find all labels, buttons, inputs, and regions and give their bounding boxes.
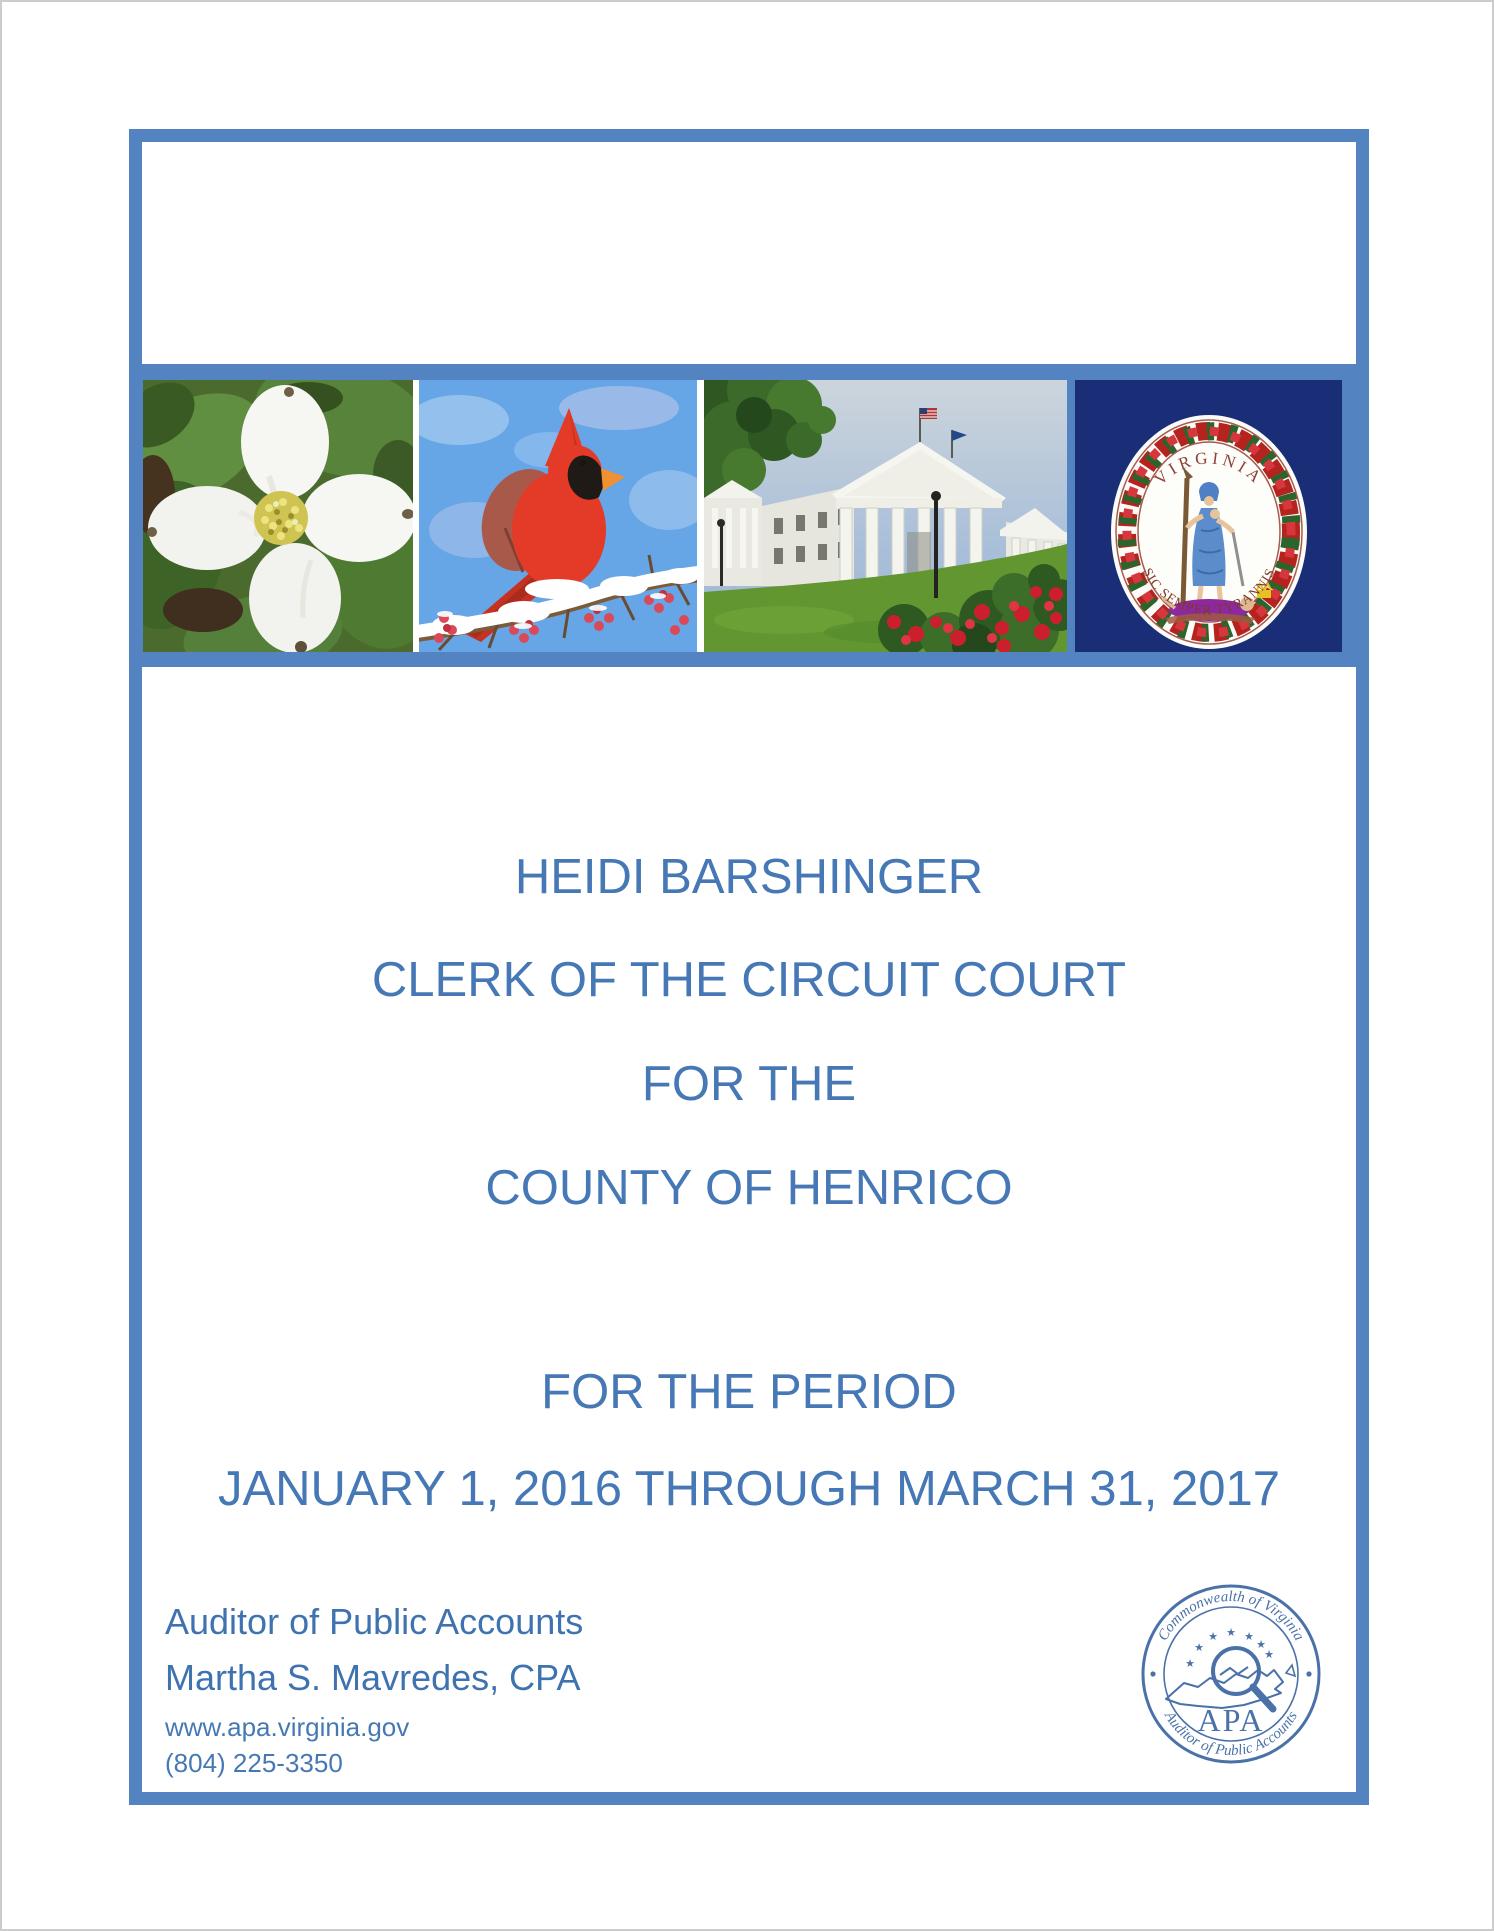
svg-text:★: ★ xyxy=(1194,1641,1204,1654)
virginia-seal-label: VIRGINIA xyxy=(1150,448,1268,489)
svg-text:★: ★ xyxy=(1244,1630,1254,1643)
cardinal-bird-photo xyxy=(419,380,697,652)
svg-text:★: ★ xyxy=(1256,1638,1266,1651)
agency-name: Auditor of Public Accounts xyxy=(165,1601,584,1642)
period-dates: JANUARY 1, 2016 THROUGH MARCH 31, 2017 xyxy=(217,1462,1281,1516)
virginia-state-seal-photo xyxy=(1075,380,1342,652)
apa-logo-bottom-text: Auditor of Public Accounts xyxy=(1161,1708,1301,1760)
apa-logo-top-text: Commonwealth of Virginia xyxy=(1155,1588,1307,1644)
clerk-name-title: HEIDI BARSHINGER xyxy=(514,850,984,904)
agency-website: www.apa.virginia.gov xyxy=(165,1712,410,1742)
dogwood-flower-illustration xyxy=(143,380,413,652)
cardinal-bird-illustration xyxy=(419,380,697,652)
virginia-seal-motto: SIC SEMPER TYRANNIS xyxy=(1140,565,1278,618)
svg-text:★: ★ xyxy=(1185,1657,1195,1670)
apa-seal-illustration xyxy=(1136,1579,1326,1769)
for-the-line: FOR THE xyxy=(641,1057,857,1111)
virginia-state-seal-illustration xyxy=(1075,380,1342,652)
agency-phone: (804) 225-3350 xyxy=(165,1748,343,1778)
apa-acronym: APA xyxy=(1197,1702,1265,1738)
svg-text:★: ★ xyxy=(1208,1630,1218,1643)
auditor-name: Martha S. Mavredes, CPA xyxy=(165,1657,581,1698)
virginia-capitol-illustration xyxy=(704,380,1067,652)
svg-text:★: ★ xyxy=(1264,1648,1274,1661)
dogwood-flower-photo xyxy=(143,380,413,652)
period-heading: FOR THE PERIOD xyxy=(541,1365,957,1419)
apa-logo xyxy=(1136,1579,1326,1769)
locality-title: COUNTY OF HENRICO xyxy=(485,1161,1013,1215)
virginia-capitol-photo xyxy=(704,380,1067,652)
svg-text:★: ★ xyxy=(1226,1626,1236,1639)
clerk-office-title: CLERK OF THE CIRCUIT COURT xyxy=(371,953,1127,1007)
